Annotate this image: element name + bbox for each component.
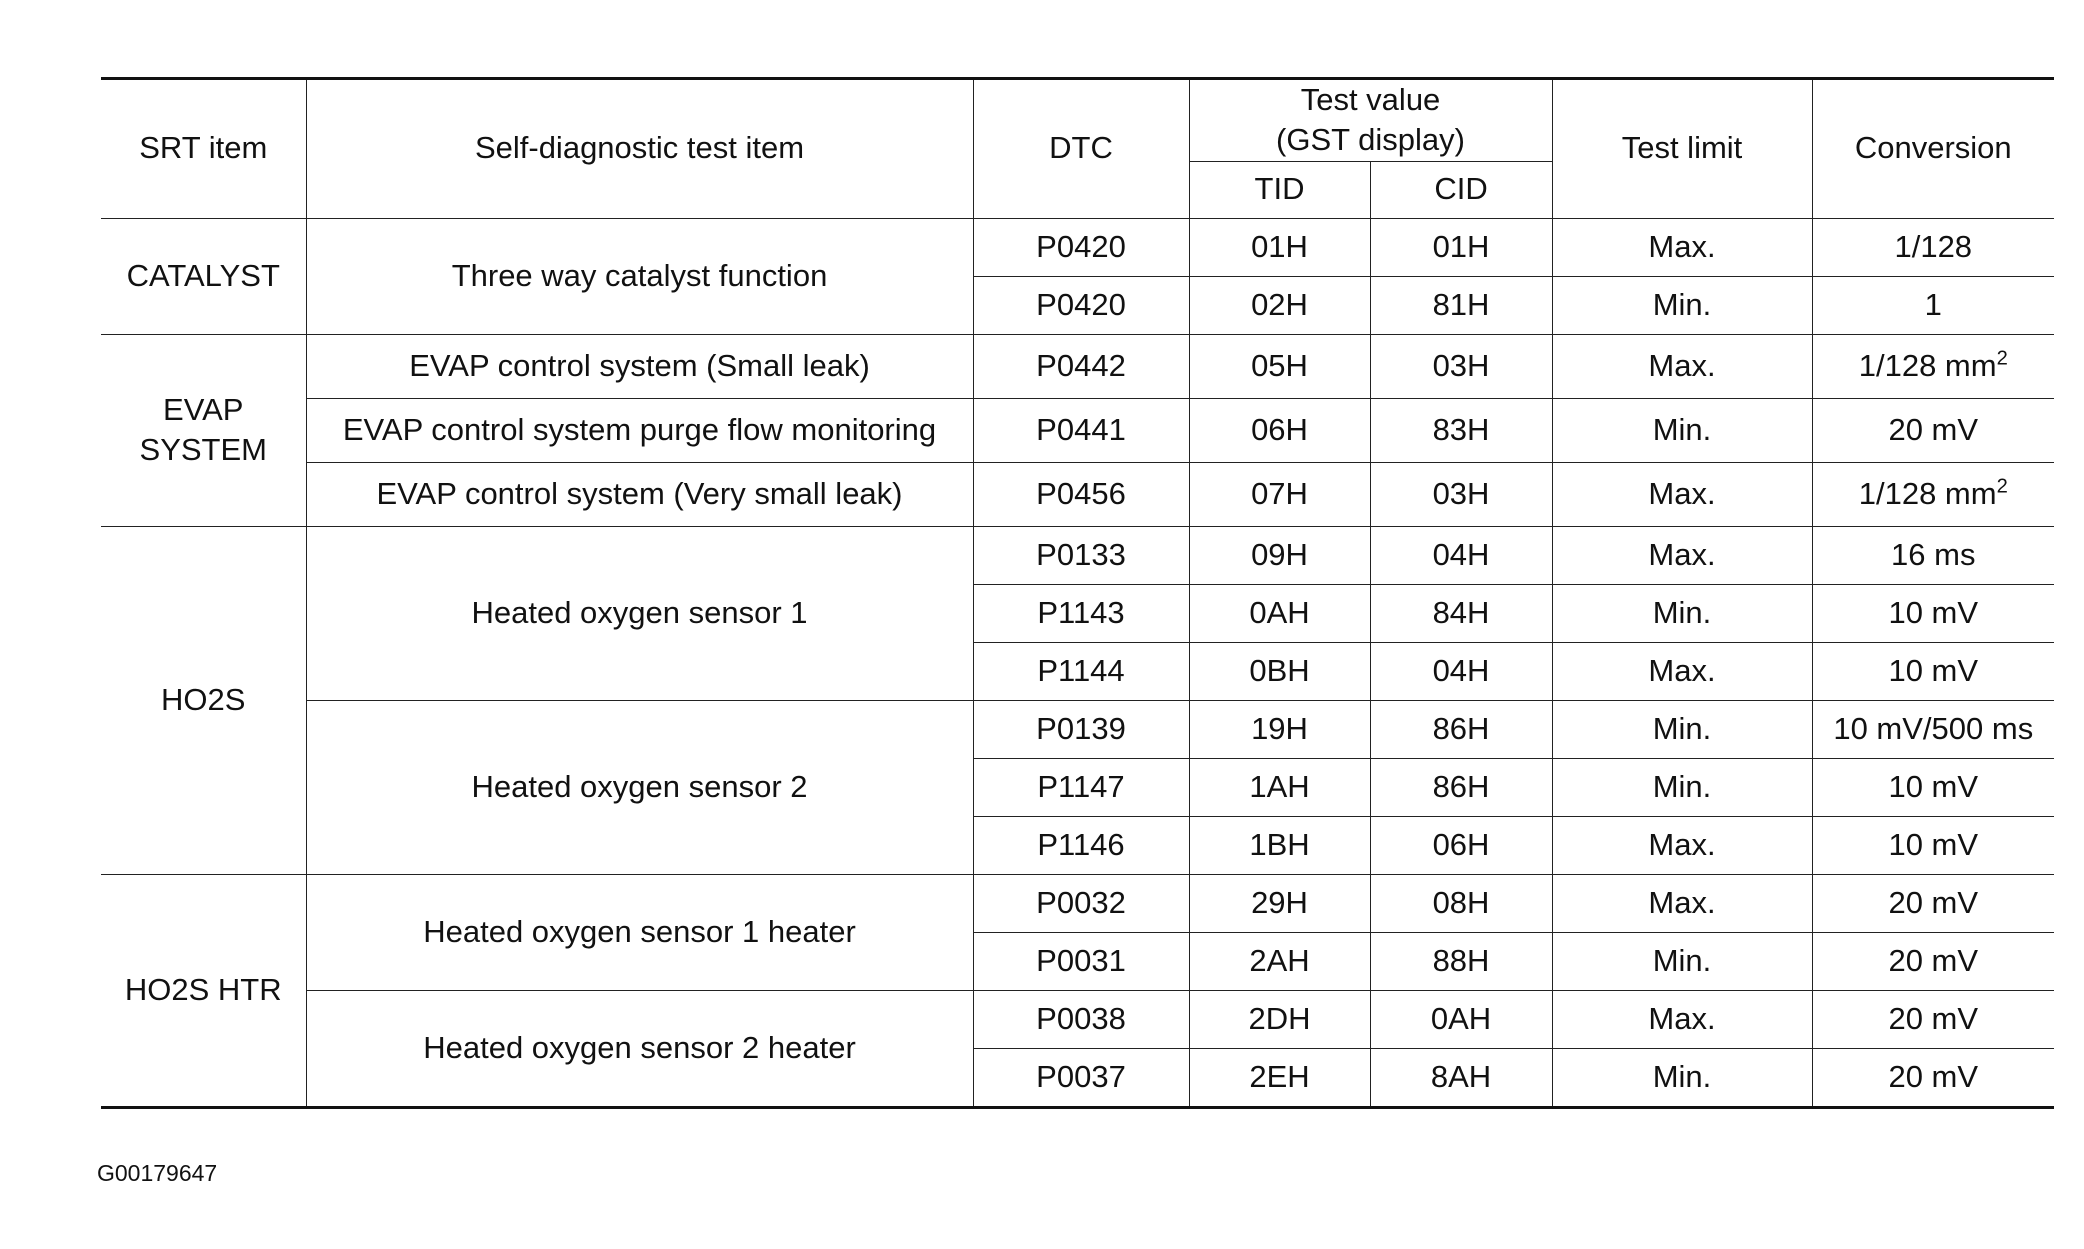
conversion-cell <box>1812 334 2054 398</box>
header-self-diagnostic-test-item: Self-diagnostic test item <box>306 79 973 219</box>
tid-cell: 1AH <box>1189 758 1370 816</box>
conversion-cell: 10 mV <box>1812 758 2054 816</box>
test-item-evap-small-leak: EVAP control system (Small leak) <box>306 334 973 398</box>
table-row <box>101 874 2054 932</box>
test-limit-cell: Max. <box>1552 526 1812 584</box>
cid-cell: 86H <box>1370 700 1552 758</box>
test-item-three-way-catalyst: Three way catalyst function <box>306 218 973 334</box>
header-cid: CID <box>1370 161 1552 218</box>
tid-cell: 2AH <box>1189 932 1370 990</box>
cid-cell: 84H <box>1370 584 1552 642</box>
tid-cell: 2DH <box>1189 990 1370 1048</box>
srt-group-catalyst: CATALYST <box>101 218 306 334</box>
dtc-cell: P1144 <box>973 642 1189 700</box>
test-item-heated-oxygen-sensor-2-heater: Heated oxygen sensor 2 heater <box>306 990 973 1107</box>
header-conversion: Conversion <box>1812 79 2054 219</box>
cid-cell: 83H <box>1370 398 1552 462</box>
tid-cell: 01H <box>1189 218 1370 276</box>
table-row <box>101 218 2054 276</box>
dtc-cell: P0031 <box>973 932 1189 990</box>
test-limit-cell: Max. <box>1552 218 1812 276</box>
header-dtc: DTC <box>973 79 1189 219</box>
tid-cell: 19H <box>1189 700 1370 758</box>
cid-cell: 04H <box>1370 526 1552 584</box>
header-test-value-line1: Test value <box>1300 82 1441 117</box>
cid-cell: 06H <box>1370 816 1552 874</box>
cid-cell: 0AH <box>1370 990 1552 1048</box>
conversion-cell: 1 <box>1812 276 2054 334</box>
srt-group-evap-line1: EVAP <box>163 391 244 427</box>
dtc-cell: P0038 <box>973 990 1189 1048</box>
tid-cell: 0BH <box>1189 642 1370 700</box>
test-limit-cell: Max. <box>1552 816 1812 874</box>
figure-code: G00179647 <box>97 1160 218 1186</box>
tid-cell: 29H <box>1189 874 1370 932</box>
test-limit-cell: Max. <box>1552 990 1812 1048</box>
conversion-value: 1/128 mm <box>1858 475 1997 511</box>
test-limit-cell: Min. <box>1552 398 1812 462</box>
cid-cell: 08H <box>1370 874 1552 932</box>
conversion-superscript: 2 <box>1996 347 2008 370</box>
cid-cell: 03H <box>1370 334 1552 398</box>
table-row <box>101 526 2054 584</box>
cid-cell: 01H <box>1370 218 1552 276</box>
conversion-cell: 10 mV <box>1812 642 2054 700</box>
conversion-cell: 20 mV <box>1812 874 2054 932</box>
tid-cell: 2EH <box>1189 1048 1370 1107</box>
test-limit-cell: Min. <box>1552 758 1812 816</box>
test-item-evap-very-small-leak: EVAP control system (Very small leak) <box>306 462 973 526</box>
srt-group-ho2s: HO2S <box>101 526 306 874</box>
test-limit-cell: Min. <box>1552 276 1812 334</box>
header-test-value <box>1189 79 1552 162</box>
tid-cell: 07H <box>1189 462 1370 526</box>
srt-group-evap-system <box>101 334 306 526</box>
test-item-heated-oxygen-sensor-1-heater: Heated oxygen sensor 1 heater <box>306 874 973 990</box>
cid-cell: 88H <box>1370 932 1552 990</box>
tid-cell: 06H <box>1189 398 1370 462</box>
header-srt-item: SRT item <box>101 79 306 219</box>
dtc-cell: P0420 <box>973 276 1189 334</box>
table-row <box>101 462 2054 526</box>
table-row <box>101 398 2054 462</box>
dtc-cell: P0139 <box>973 700 1189 758</box>
test-limit-cell: Min. <box>1552 932 1812 990</box>
test-limit-cell: Max. <box>1552 462 1812 526</box>
header-tid: TID <box>1189 161 1370 218</box>
test-limit-cell: Max. <box>1552 334 1812 398</box>
test-item-evap-purge-flow: EVAP control system purge flow monitoring <box>306 398 973 462</box>
dtc-cell: P0442 <box>973 334 1189 398</box>
conversion-cell: 10 mV/500 ms <box>1812 700 2054 758</box>
tid-cell: 09H <box>1189 526 1370 584</box>
tid-cell: 02H <box>1189 276 1370 334</box>
header-test-value-line2: (GST display) <box>1276 122 1465 158</box>
dtc-cell: P0420 <box>973 218 1189 276</box>
tid-cell: 05H <box>1189 334 1370 398</box>
test-limit-cell: Max. <box>1552 874 1812 932</box>
conversion-cell: 20 mV <box>1812 398 2054 462</box>
table-row <box>101 990 2054 1048</box>
dtc-cell: P0441 <box>973 398 1189 462</box>
cid-cell: 86H <box>1370 758 1552 816</box>
table-row <box>101 700 2054 758</box>
dtc-cell: P0037 <box>973 1048 1189 1107</box>
cid-cell: 03H <box>1370 462 1552 526</box>
dtc-cell: P0032 <box>973 874 1189 932</box>
conversion-cell: 20 mV <box>1812 1048 2054 1107</box>
dtc-cell: P1143 <box>973 584 1189 642</box>
conversion-value: 1/128 mm <box>1858 347 1997 383</box>
test-limit-cell: Max. <box>1552 642 1812 700</box>
table-row <box>101 334 2054 398</box>
srt-group-evap-line2: SYSTEM <box>139 432 267 468</box>
cid-cell: 04H <box>1370 642 1552 700</box>
conversion-cell: 20 mV <box>1812 932 2054 990</box>
cid-cell: 81H <box>1370 276 1552 334</box>
test-limit-cell: Min. <box>1552 700 1812 758</box>
conversion-superscript: 2 <box>1996 475 2008 498</box>
dtc-cell: P0456 <box>973 462 1189 526</box>
conversion-cell: 10 mV <box>1812 584 2054 642</box>
header-test-limit: Test limit <box>1552 79 1812 219</box>
test-item-heated-oxygen-sensor-1: Heated oxygen sensor 1 <box>306 526 973 700</box>
dtc-cell: P1146 <box>973 816 1189 874</box>
test-limit-cell: Min. <box>1552 1048 1812 1107</box>
srt-group-ho2s-htr: HO2S HTR <box>101 874 306 1107</box>
conversion-cell <box>1812 462 2054 526</box>
conversion-cell: 10 mV <box>1812 816 2054 874</box>
conversion-cell: 1/128 <box>1812 218 2054 276</box>
dtc-cell: P1147 <box>973 758 1189 816</box>
srt-test-table <box>101 77 2054 1109</box>
tid-cell: 1BH <box>1189 816 1370 874</box>
cid-cell: 8AH <box>1370 1048 1552 1107</box>
dtc-cell: P0133 <box>973 526 1189 584</box>
conversion-cell: 16 ms <box>1812 526 2054 584</box>
test-item-heated-oxygen-sensor-2: Heated oxygen sensor 2 <box>306 700 973 874</box>
tid-cell: 0AH <box>1189 584 1370 642</box>
conversion-cell: 20 mV <box>1812 990 2054 1048</box>
test-limit-cell: Min. <box>1552 584 1812 642</box>
